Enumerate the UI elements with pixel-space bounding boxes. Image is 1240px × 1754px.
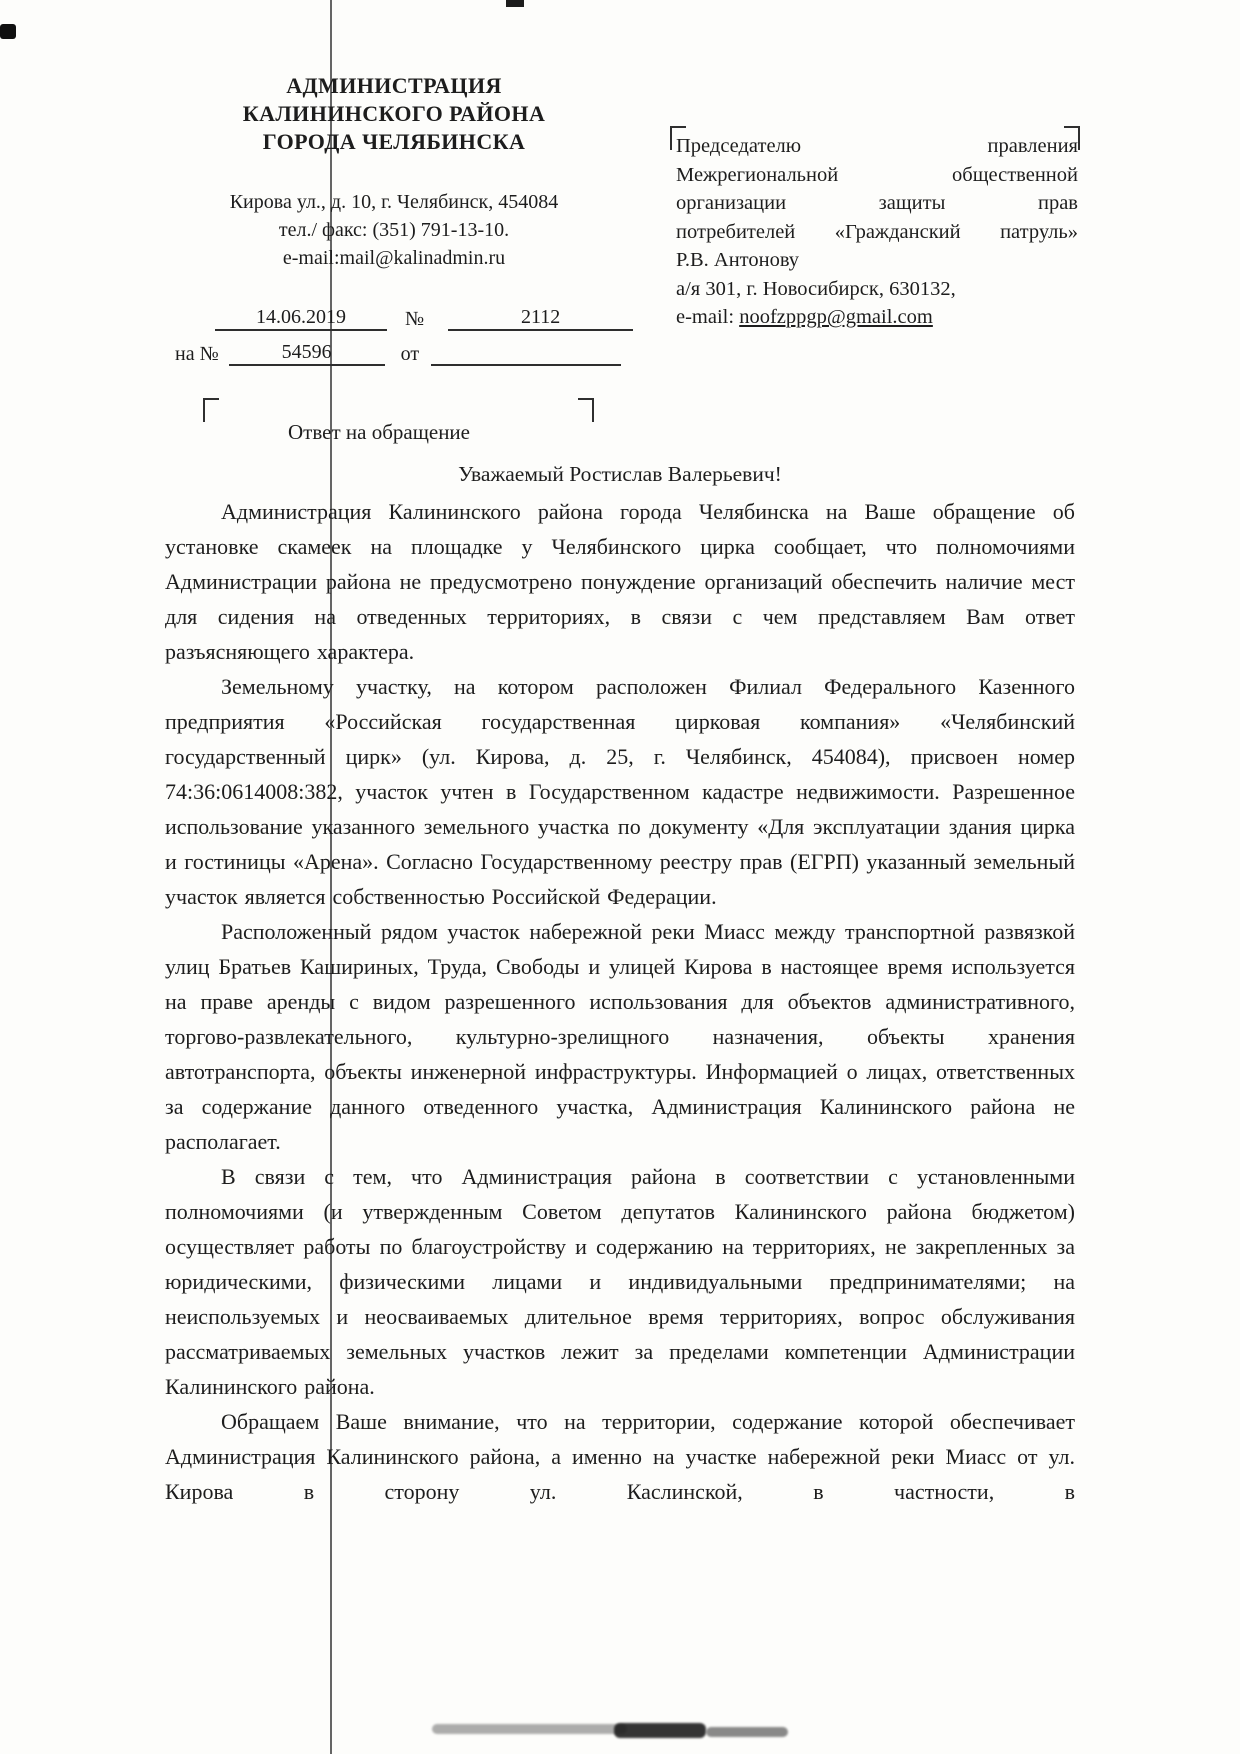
incoming-number: 54596	[229, 341, 385, 366]
addressee-line: Межрегиональной общественной	[676, 163, 1078, 186]
addressee-email-line	[676, 303, 1078, 332]
from-date-blank-line	[431, 340, 621, 366]
addressee-email: noofzppgp@gmail.com	[739, 306, 933, 328]
letterhead-phone: тел./ факс: (351) 791-13-10.	[278, 219, 510, 241]
body-paragraph-2: Земельному участку, на котором расположен Филиал Федерального Казенного предприятия «Российская государственная цирковая компания» «Челябинский государственный цирк» (ул. Кирова, д. 25, г. Челябинск, 454084), присвоен номер 74:36:0614008:382, участок учтен в Государственном кадастре недвижимости. Разрешенное использование указанного земельного участка по документу «Для эксплуатации здания цирка и гостиницы «Арена». Согласно Государственному реестру прав (ЕГРП) указанный земельный участок является собственностью Российской Федерации.	[165, 674, 1075, 909]
address-zone-corner-lower-right	[578, 398, 594, 422]
addressee-name: Р.В. Антонову	[676, 249, 800, 271]
scan-smudge-bottom-3	[706, 1727, 788, 1737]
letterhead-email: e-mail:mail@kalinadmin.ru	[282, 247, 506, 269]
letterhead-contacts	[168, 188, 620, 272]
number-sign: №	[405, 308, 425, 330]
body-paragraph-5: Обращаем Ваше внимание, что на территории, содержание которой обеспечивает Администрация Калининского района, а именно на участке набережной реки Миасс от ул. Кирова в сторону ул. Каслинской, в частности, в	[165, 1409, 1075, 1504]
body-paragraph-1: Администрация Калининского района города Челябинска на Ваше обращение об установке скамеек на площадке у Челябинского цирка сообщает, что полномочиями Администрации района не предусмотрено понуждение организаций обеспечить наличие мест для сидения на отведенных территориях, в связи с чем представляем Вам ответ разъясняющего характера.	[165, 499, 1075, 664]
reply-to-label: на №	[175, 343, 219, 365]
letter-date: 14.06.2019	[215, 306, 387, 331]
scan-artifact-mark-top	[506, 0, 524, 7]
scan-smudge-bottom-2	[614, 1723, 706, 1738]
salutation: Уважаемый Ростислав Валерьевич!	[458, 462, 782, 486]
body-paragraph-4: В связи с тем, что Администрация района в соответствии с установленными полномочиями (и утвержденным Советом депутатов Калининского района бюджетом) осуществляет работы по благоустройству и содержанию на территориях, не закрепленных за юридическими, физическими лицами и индивидуальными предпринимателями; на неиспользуемых и неосваиваемых длительное время территориях, вопрос обслуживания рассматриваемых земельных участков лежит за пределами компетенции Администрации Калининского района.	[165, 1164, 1075, 1399]
outgoing-number: 2112	[448, 306, 633, 331]
letter-subject: Ответ на обращение	[288, 420, 470, 444]
addressee-line: организации защиты прав	[676, 192, 1078, 214]
org-name-line-3: ГОРОДА ЧЕЛЯБИНСКА	[262, 129, 526, 154]
scan-smudge-bottom-1	[432, 1724, 627, 1734]
scan-artifact-blob-top-left	[0, 24, 16, 39]
addressee-email-label: e-mail:	[676, 306, 735, 328]
reference-row-incoming	[170, 338, 650, 366]
org-name-line-2: КАЛИНИНСКОГО РАЙОНА	[242, 101, 546, 126]
letter-body	[165, 494, 1075, 1509]
address-zone-corner-lower-left	[203, 398, 219, 422]
letterhead	[168, 72, 620, 272]
reference-row-outgoing	[170, 303, 650, 331]
addressee-block	[676, 132, 1078, 332]
addressee-postal-address: а/я 301, г. Новосибирск, 630132,	[676, 277, 956, 300]
body-paragraph-3: Расположенный рядом участок набережной реки Миасс между транспортной развязкой улиц Братьев Кашириных, Труда, Свободы и улицей Кирова в настоящее время используется на праве аренды с видом разрешенного использования для объектов административного, торгово-развлекательного, культурно-зрелищного назначения, объекты хранения автотранспорта, объекты инженерной инфраструктуры. Информацией о лицах, ответственных за содержание данного отведенного участка, Администрация Калининского района не располагает.	[165, 919, 1075, 1154]
addressee-line: потребителей «Гражданский патруль»	[676, 220, 1078, 243]
from-label: от	[400, 343, 420, 365]
org-name-line-1: АДМИНИСТРАЦИЯ	[286, 73, 502, 98]
letterhead-address: Кирова ул., д. 10, г. Челябинск, 454084	[229, 191, 559, 213]
reference-block	[170, 303, 650, 373]
addressee-line: Председателю правления	[676, 135, 1078, 157]
